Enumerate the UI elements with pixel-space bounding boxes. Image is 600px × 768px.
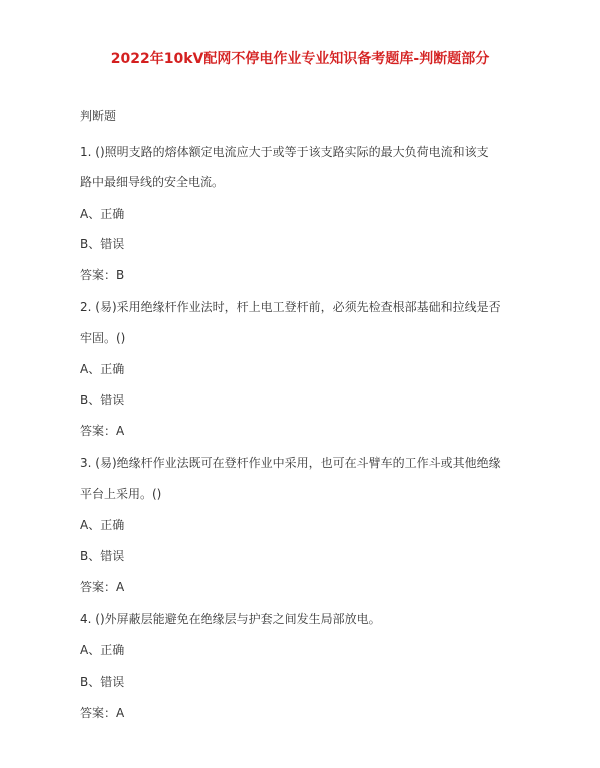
question-3-option-b: B、错误 <box>80 549 125 563</box>
question-1-option-a: A、正确 <box>80 207 125 221</box>
question-4-option-a: A、正确 <box>80 643 125 657</box>
question-4-answer: 答案：A <box>80 706 125 720</box>
question-1-stem-line2: 路中最细导线的安全电流。 <box>80 175 225 189</box>
question-1-option-b: B、错误 <box>80 237 125 251</box>
question-1-answer: 答案：B <box>80 268 125 282</box>
question-4-stem-line1: 4. ()外屏蔽层能避免在绝缘层与护套之间发生局部放电。 <box>80 612 381 626</box>
question-4-option-b: B、错误 <box>80 675 125 689</box>
section-heading: 判断题 <box>80 109 117 123</box>
question-3-answer: 答案：A <box>80 580 125 594</box>
question-3-stem-line1: 3. (易)绝缘杆作业法既可在登杆作业中采用，也可在斗臂车的工作斗或其他绝缘 <box>80 456 501 470</box>
question-2-stem-line1: 2. (易)采用绝缘杆作业法时，杆上电工登杆前，必须先检查根部基础和拉线是否 <box>80 300 501 314</box>
question-2-option-a: A、正确 <box>80 362 125 376</box>
question-3-stem-line2: 平台上采用。() <box>80 487 162 501</box>
question-2-answer: 答案：A <box>80 424 125 438</box>
question-2-stem-line2: 牢固。() <box>80 331 126 345</box>
document-title: 2022年10kV配网不停电作业专业知识备考题库-判断题部分 <box>110 51 490 67</box>
question-3-option-a: A、正确 <box>80 518 125 532</box>
question-2-option-b: B、错误 <box>80 393 125 407</box>
question-1-stem-line1: 1. ()照明支路的熔体额定电流应大于或等于该支路实际的最大负荷电流和该支 <box>80 145 489 159</box>
